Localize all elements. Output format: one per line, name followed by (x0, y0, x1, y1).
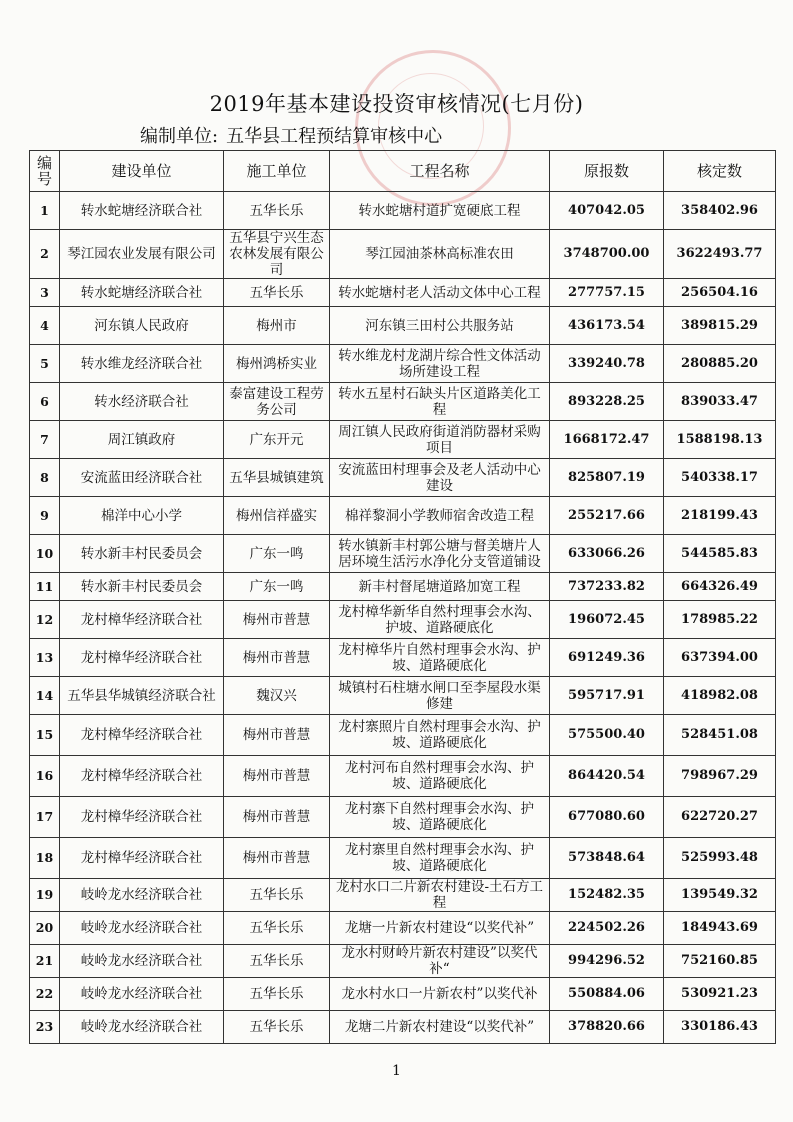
table-cell: 安流蓝田村理事会及老人活动中心建设 (330, 459, 550, 497)
table-cell: 550884.06 (550, 978, 664, 1011)
table-cell: 544585.83 (664, 535, 776, 573)
table-cell: 岐岭龙水经济联合社 (60, 879, 224, 912)
table-cell: 龙村樟华经济联合社 (60, 838, 224, 879)
table-cell: 864420.54 (550, 756, 664, 797)
table-cell: 五华长乐 (224, 978, 330, 1011)
table-cell: 633066.26 (550, 535, 664, 573)
table-cell: 9 (30, 497, 60, 535)
table-cell: 河东镇三田村公共服务站 (330, 307, 550, 345)
table-cell: 277757.15 (550, 279, 664, 307)
table-row (30, 715, 776, 756)
table-cell: 泰富建设工程劳务公司 (224, 383, 330, 421)
audit-table (29, 150, 776, 1044)
table-cell: 五华县华城镇经济联合社 (60, 677, 224, 715)
table-cell: 18 (30, 838, 60, 879)
table-cell: 20 (30, 912, 60, 945)
table-cell: 218199.43 (664, 497, 776, 535)
table-row (30, 1011, 776, 1044)
table-cell: 3748700.00 (550, 230, 664, 279)
table-cell: 389815.29 (664, 307, 776, 345)
table-cell: 岐岭龙水经济联合社 (60, 945, 224, 978)
table-row (30, 230, 776, 279)
table-cell: 23 (30, 1011, 60, 1044)
table-header-row (30, 151, 776, 192)
table-cell: 转水蛇塘村老人活动文体中心工程 (330, 279, 550, 307)
table-row (30, 756, 776, 797)
table-cell: 19 (30, 879, 60, 912)
table-cell: 6 (30, 383, 60, 421)
table-cell: 525993.48 (664, 838, 776, 879)
table-cell: 广东开元 (224, 421, 330, 459)
table-cell: 梅州鸿桥实业 (224, 345, 330, 383)
table-row (30, 797, 776, 838)
compiler-unit: 五华县工程预结算审核中心 (226, 126, 443, 147)
table-cell: 691249.36 (550, 639, 664, 677)
table-cell: 琴江园农业发展有限公司 (60, 230, 224, 279)
table-cell: 2 (30, 230, 60, 279)
table-cell: 五华县宁兴生态农林发展有限公司 (224, 230, 330, 279)
table-cell: 龙村樟华经济联合社 (60, 601, 224, 639)
table-cell: 1 (30, 192, 60, 230)
table-cell: 转水五星村石缺头片区道路美化工程 (330, 383, 550, 421)
table-row (30, 945, 776, 978)
table-cell: 664326.49 (664, 573, 776, 601)
table-cell: 琴江园油茶林高标准农田 (330, 230, 550, 279)
table-row (30, 459, 776, 497)
table-row (30, 279, 776, 307)
table-cell: 12 (30, 601, 60, 639)
table-cell: 893228.25 (550, 383, 664, 421)
table-cell: 255217.66 (550, 497, 664, 535)
table-cell: 转水新丰村民委员会 (60, 573, 224, 601)
page-number: 1 (392, 1063, 401, 1079)
table-cell: 广东一鸣 (224, 535, 330, 573)
table-cell: 周江镇政府 (60, 421, 224, 459)
table-cell: 转水维龙村龙湖片综合性文体活动场所建设工程 (330, 345, 550, 383)
table-cell: 梅州市普慧 (224, 756, 330, 797)
table-cell: 575500.40 (550, 715, 664, 756)
table-cell: 岐岭龙水经济联合社 (60, 978, 224, 1011)
document-title: 2019年基本建设投资审核情况(七月份) (209, 92, 584, 116)
table-cell: 5 (30, 345, 60, 383)
table-cell: 330186.43 (664, 1011, 776, 1044)
table-cell: 224502.26 (550, 912, 664, 945)
table-cell: 龙水村水口一片新农村”以奖代补 (330, 978, 550, 1011)
table-cell: 10 (30, 535, 60, 573)
table-cell: 280885.20 (664, 345, 776, 383)
table-cell: 转水蛇塘经济联合社 (60, 279, 224, 307)
table-cell: 7 (30, 421, 60, 459)
header-cell: 原报数 (550, 151, 664, 192)
table-cell: 196072.45 (550, 601, 664, 639)
table-cell: 梅州市普慧 (224, 639, 330, 677)
table-cell: 转水镇新丰村郭公塘与督美塘片人居环境生活污水净化分支管道铺设 (330, 535, 550, 573)
table-cell: 龙村樟华新华自然村理事会水沟、护坡、道路硬底化 (330, 601, 550, 639)
table-cell: 梅州市普慧 (224, 797, 330, 838)
table-cell: 839033.47 (664, 383, 776, 421)
table-cell: 1588198.13 (664, 421, 776, 459)
table-cell: 安流蓝田经济联合社 (60, 459, 224, 497)
table-cell: 418982.08 (664, 677, 776, 715)
table-cell: 15 (30, 715, 60, 756)
table-cell: 4 (30, 307, 60, 345)
table-row (30, 912, 776, 945)
table-cell: 14 (30, 677, 60, 715)
table-cell: 龙村樟华经济联合社 (60, 756, 224, 797)
table-cell: 21 (30, 945, 60, 978)
compiler-line (140, 122, 442, 148)
table-cell: 魏汉兴 (224, 677, 330, 715)
header-cell: 施工单位 (224, 151, 330, 192)
table-row (30, 192, 776, 230)
table-cell: 677080.60 (550, 797, 664, 838)
table-cell: 棉祥黎洞小学教师宿舍改造工程 (330, 497, 550, 535)
table-row (30, 601, 776, 639)
table-cell: 3 (30, 279, 60, 307)
table-cell: 737233.82 (550, 573, 664, 601)
table-cell: 五华长乐 (224, 192, 330, 230)
table-cell: 龙塘二片新农村建设“以奖代补” (330, 1011, 550, 1044)
table-cell: 转水蛇塘村道扩宽硬底工程 (330, 192, 550, 230)
table-cell: 407042.05 (550, 192, 664, 230)
table-cell: 龙村樟华经济联合社 (60, 639, 224, 677)
table-row (30, 879, 776, 912)
table-cell: 岐岭龙水经济联合社 (60, 912, 224, 945)
table-cell: 城镇村石柱塘水闸口至李屋段水渠修建 (330, 677, 550, 715)
header-cell: 工程名称 (330, 151, 550, 192)
table-cell: 五华长乐 (224, 279, 330, 307)
table-cell: 龙村樟华片自然村理事会水沟、护坡、道路硬底化 (330, 639, 550, 677)
table-cell: 五华长乐 (224, 912, 330, 945)
table-row (30, 838, 776, 879)
table-cell: 河东镇人民政府 (60, 307, 224, 345)
table-row (30, 383, 776, 421)
table-cell: 梅州市普慧 (224, 838, 330, 879)
table-cell: 637394.00 (664, 639, 776, 677)
table-cell: 22 (30, 978, 60, 1011)
table-cell: 752160.85 (664, 945, 776, 978)
table-cell: 梅州市普慧 (224, 715, 330, 756)
table-cell: 3622493.77 (664, 230, 776, 279)
table-row (30, 497, 776, 535)
table-row (30, 978, 776, 1011)
table-cell: 16 (30, 756, 60, 797)
table-cell: 139549.32 (664, 879, 776, 912)
table-cell: 转水新丰村民委员会 (60, 535, 224, 573)
table-cell: 广东一鸣 (224, 573, 330, 601)
table-cell: 龙村河布自然村理事会水沟、护坡、道路硬底化 (330, 756, 550, 797)
table-cell: 梅州市普慧 (224, 601, 330, 639)
table-cell: 13 (30, 639, 60, 677)
table-row (30, 345, 776, 383)
table-cell: 1668172.47 (550, 421, 664, 459)
table-cell: 530921.23 (664, 978, 776, 1011)
table-cell: 178985.22 (664, 601, 776, 639)
header-cell: 建设单位 (60, 151, 224, 192)
table-cell: 龙村寨里自然村理事会水沟、护坡、道路硬底化 (330, 838, 550, 879)
table-cell: 339240.78 (550, 345, 664, 383)
table-cell: 五华长乐 (224, 1011, 330, 1044)
table-cell: 龙村寨下自然村理事会水沟、护坡、道路硬底化 (330, 797, 550, 838)
table-cell: 五华长乐 (224, 879, 330, 912)
table-row (30, 535, 776, 573)
table-cell: 五华县城镇建筑 (224, 459, 330, 497)
table-row (30, 421, 776, 459)
table-cell: 540338.17 (664, 459, 776, 497)
table-cell: 152482.35 (550, 879, 664, 912)
table-cell: 转水维龙经济联合社 (60, 345, 224, 383)
table-cell: 358402.96 (664, 192, 776, 230)
table-cell: 11 (30, 573, 60, 601)
table-cell: 龙村樟华经济联合社 (60, 797, 224, 838)
table-cell: 龙村水口二片新农村建设-土石方工程 (330, 879, 550, 912)
table-cell: 184943.69 (664, 912, 776, 945)
table-cell: 棉洋中心小学 (60, 497, 224, 535)
table-cell: 825807.19 (550, 459, 664, 497)
table-cell: 798967.29 (664, 756, 776, 797)
table-cell: 梅州信祥盛实 (224, 497, 330, 535)
header-cell: 编号 (30, 151, 60, 192)
table-cell: 622720.27 (664, 797, 776, 838)
table-cell: 8 (30, 459, 60, 497)
table-cell: 转水经济联合社 (60, 383, 224, 421)
compiler-label: 编制单位: (140, 126, 219, 147)
table-cell: 17 (30, 797, 60, 838)
table-cell: 五华长乐 (224, 945, 330, 978)
table-cell: 994296.52 (550, 945, 664, 978)
table-cell: 595717.91 (550, 677, 664, 715)
table-cell: 龙水村财岭片新农村建设”以奖代补“ (330, 945, 550, 978)
table-cell: 梅州市 (224, 307, 330, 345)
table-row (30, 677, 776, 715)
table-cell: 龙村寨照片自然村理事会水沟、护坡、道路硬底化 (330, 715, 550, 756)
table-row (30, 573, 776, 601)
table-cell: 周江镇人民政府街道消防器材采购项目 (330, 421, 550, 459)
table-cell: 新丰村督尾塘道路加宽工程 (330, 573, 550, 601)
table-cell: 龙塘一片新农村建设“以奖代补” (330, 912, 550, 945)
table-cell: 528451.08 (664, 715, 776, 756)
header-cell: 核定数 (664, 151, 776, 192)
table-cell: 256504.16 (664, 279, 776, 307)
table-cell: 转水蛇塘经济联合社 (60, 192, 224, 230)
table-row (30, 307, 776, 345)
table-cell: 436173.54 (550, 307, 664, 345)
table-cell: 岐岭龙水经济联合社 (60, 1011, 224, 1044)
table-cell: 378820.66 (550, 1011, 664, 1044)
table-cell: 573848.64 (550, 838, 664, 879)
table-cell: 龙村樟华经济联合社 (60, 715, 224, 756)
table-row (30, 639, 776, 677)
